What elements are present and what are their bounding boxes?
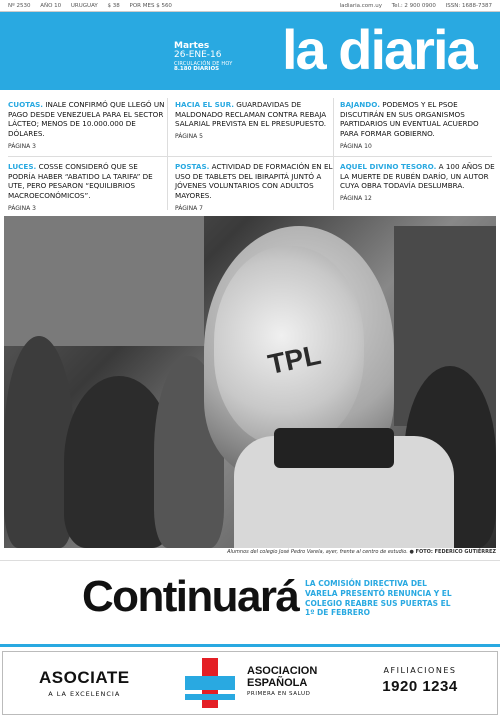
brand-line-2: ESPAÑOLA bbox=[247, 676, 308, 689]
brief-page: PÁGINA 5 bbox=[175, 133, 203, 141]
issue-year: AÑO 10 bbox=[40, 2, 62, 9]
brief-page: PÁGINA 7 bbox=[175, 204, 203, 212]
brief-text: A 100 AÑOS DE LA MUERTE DE RUBÉN DARÍO, UN AUTOR CUYA OBRA TODAVÍA DESLUMBRA. bbox=[340, 162, 495, 191]
ad-subline: A LA EXCELENCIA bbox=[48, 690, 121, 698]
advertisement[interactable] bbox=[2, 651, 498, 715]
affiliations-label: AFILIACIONES bbox=[383, 666, 457, 675]
row-divider bbox=[8, 156, 492, 157]
main-headline[interactable]: Continuará bbox=[82, 572, 299, 621]
date: 26-ENE-16 bbox=[174, 50, 222, 61]
brief-bajando[interactable] bbox=[340, 100, 498, 151]
brief-cuotas[interactable] bbox=[8, 100, 166, 151]
main-story[interactable] bbox=[0, 560, 500, 646]
blue-rule bbox=[0, 644, 500, 647]
column-divider bbox=[167, 98, 168, 210]
news-briefs bbox=[0, 96, 500, 214]
brief-page: PÁGINA 3 bbox=[8, 204, 36, 212]
photo-credit: ● FOTO: FEDERICO GUTIÉRREZ bbox=[409, 549, 496, 555]
brief-kicker: AQUEL DIVINO TESORO. bbox=[340, 162, 437, 171]
brief-text: INALE CONFIRMÓ QUE LLEGÓ UN PAGO DESDE VENEZUELA PARA EL SECTOR LÁCTEO; MENOS DE 10.000.000 DE DÓLARES. bbox=[8, 100, 165, 139]
brief-page: PÁGINA 3 bbox=[8, 142, 36, 150]
photo-building bbox=[4, 216, 204, 346]
brief-kicker: CUOTAS. bbox=[8, 100, 44, 109]
brief-postas[interactable] bbox=[175, 162, 333, 213]
ad-brand bbox=[247, 666, 317, 697]
brief-text: GUARDAVIDAS DE MALDONADO RECLAMAN CONTRA REBAJA SALARIAL PREVISTA EN EL PRESUPUESTO. bbox=[175, 100, 327, 129]
column-divider bbox=[333, 98, 334, 210]
brief-aquel-divino-tesoro[interactable] bbox=[340, 162, 498, 203]
brief-text: PODEMOS Y EL PSOE DISCUTIRÁN EN SUS ORGANISMOS PARTIDARIOS UN EVENTUAL ACUERDO PARA FORMAR GOBIERNO. bbox=[340, 100, 479, 139]
brief-kicker: LUCES. bbox=[8, 162, 37, 171]
lead-photo[interactable] bbox=[4, 216, 496, 548]
subscription-price: POR MES $ 560 bbox=[129, 2, 172, 9]
date-box bbox=[174, 42, 232, 73]
masthead bbox=[0, 12, 500, 90]
face-paint: TPL bbox=[265, 338, 324, 381]
brief-text: ACTIVIDAD DE FORMACIÓN EN EL USO DE TABLETS DEL IBIRAPITÁ JUNTÓ A JÓVENES VOLUNTARIOS CON ADULTOS MAYORES. bbox=[175, 162, 333, 201]
brief-kicker: POSTAS. bbox=[175, 162, 210, 171]
brief-page: PÁGINA 12 bbox=[340, 195, 372, 203]
telephone: Tel.: 2 900 0900 bbox=[391, 2, 436, 9]
photo-caption bbox=[4, 549, 496, 555]
brief-kicker: HACIA EL SUR. bbox=[175, 100, 234, 109]
ad-contact bbox=[365, 666, 475, 695]
headline-deck: LA COMISIÓN DIRECTIVA DEL VARELA PRESENTÓ RENUNCIA Y EL COLEGIO REABRE SUS PUERTAS EL 1º DE FEBRERO bbox=[305, 579, 452, 618]
brand-line-1: ASOCIACION bbox=[247, 665, 318, 677]
affiliations-phone: 1920 1234 bbox=[382, 678, 458, 695]
ad-headline: ASOCIATE bbox=[39, 668, 130, 687]
brand-tagline: PRIMERA EN SALUD bbox=[247, 691, 311, 698]
top-info-bar bbox=[0, 0, 500, 12]
circulation-value: 8.180 DIARIOS bbox=[174, 66, 220, 73]
brief-hacia-el-sur[interactable] bbox=[175, 100, 333, 141]
website: ladiaria.com.uy bbox=[339, 2, 382, 9]
issue-number: Nº 2530 bbox=[8, 2, 31, 9]
photo-girl-collar bbox=[274, 428, 394, 468]
caption-text: Alumnos del colegio José Pedro Varela, ayer, frente al centro de estudio. bbox=[227, 549, 408, 555]
circulation-label: CIRCULACIÓN DE HOY bbox=[174, 60, 233, 67]
brief-page: PÁGINA 10 bbox=[340, 142, 372, 150]
asociacion-espanola-cross-icon bbox=[185, 658, 235, 708]
ad-slogan bbox=[39, 668, 130, 698]
newspaper-logo: la diaria bbox=[282, 18, 476, 81]
brief-luces[interactable] bbox=[8, 162, 166, 213]
brief-text: COSSE CONSIDERÓ QUE SE PODRÍA HABER “ABATIDO LA TARIFA” DE UTE, PERO PESARON “EQUILIBRIOS MACROECONÓMICOS”. bbox=[8, 162, 153, 201]
brief-kicker: BAJANDO. bbox=[340, 100, 380, 109]
issn: ISSN: 1688-7387 bbox=[445, 2, 492, 9]
weekday: Martes bbox=[174, 41, 210, 51]
price: $ 38 bbox=[107, 2, 120, 9]
country: URUGUAY bbox=[70, 2, 98, 9]
